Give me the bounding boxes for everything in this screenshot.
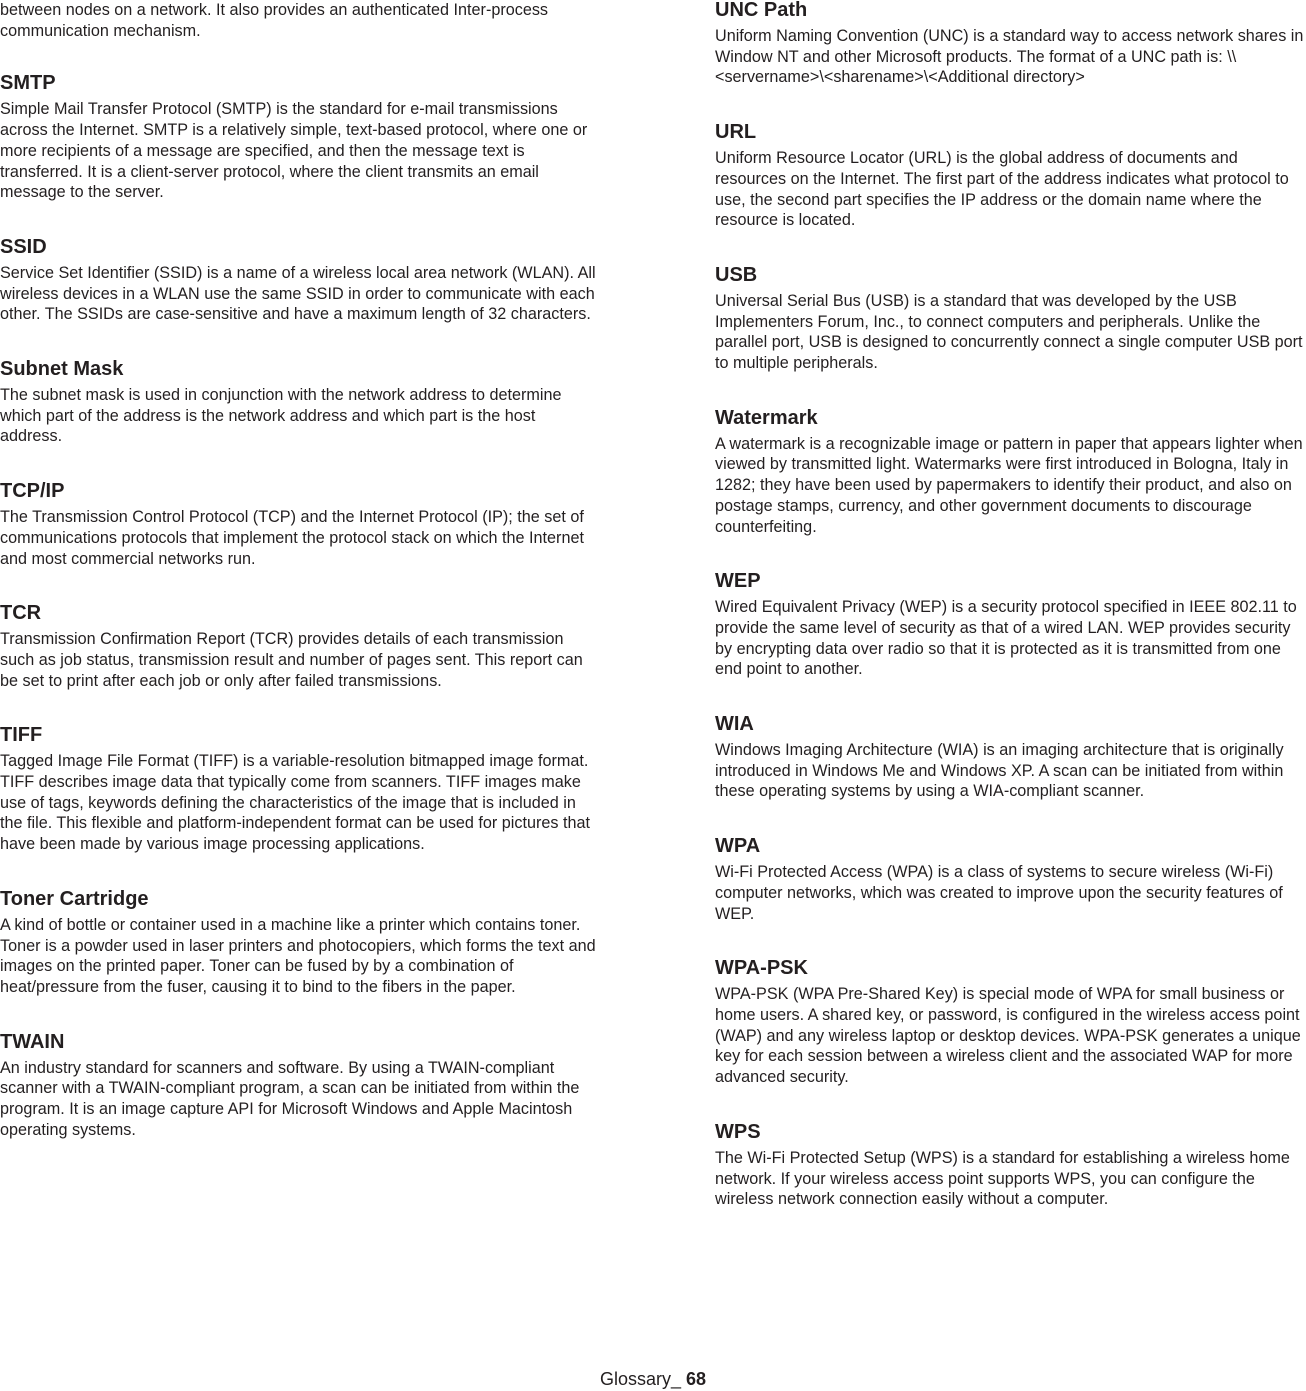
glossary-entry-tcr xyxy=(0,601,598,691)
glossary-definition: The Transmission Control Protocol (TCP) and the Internet Protocol (IP); the set of communications protocols that implement the protocol stack on which the Internet and most commercial networks run. xyxy=(0,508,584,568)
glossary-term: USB xyxy=(715,263,758,286)
intro-paragraph: between nodes on a network. It also provides an authenticated Inter-process communication mechanism. xyxy=(0,1,549,40)
glossary-entry-tiff xyxy=(0,723,598,855)
glossary-definition: An industry standard for scanners and software. By using a TWAIN-compliant scanner with a TWAIN-compliant program, a scan can be initiated from within the program. It is an image capture API for Microsoft Windows and Apple Macintosh operating systems. xyxy=(0,1058,580,1139)
glossary-definition: Uniform Resource Locator (URL) is the global address of documents and resources on the Internet. The first part of the address indicates what protocol to use, the second part specifies the IP address or the domain name where the resource is located. xyxy=(715,149,1289,230)
glossary-term: WEP xyxy=(715,570,761,593)
glossary-term: Watermark xyxy=(715,406,818,429)
glossary-term: WPS xyxy=(715,1120,761,1143)
glossary-entry-twain xyxy=(0,1030,598,1141)
glossary-definition: Universal Serial Bus (USB) is a standard that was developed by the USB Implementers Forum, Inc., to connect computers and peripherals. Unlike the parallel port, USB is designed to concurrently connect a single computer USB port to multiple peripherals. xyxy=(715,291,1303,373)
glossary-definition: The Wi-Fi Protected Setup (WPS) is a standard for establishing a wireless home network. If your wireless access point supports WPS, you can configure the wireless network connection easily without a computer. xyxy=(715,1148,1290,1209)
glossary-definition: Wi-Fi Protected Access (WPA) is a class of systems to secure wireless (Wi-Fi) computer networks, which was created to improve upon the security features of WEP. xyxy=(715,863,1283,923)
right-column xyxy=(715,0,1306,1242)
glossary-definition: A kind of bottle or container used in a machine like a printer which contains toner. Toner is a powder used in laser printers and photocopiers, which forms the text and images on the printed paper. Toner can be fused by by a combination of heat/pressure from the fuser, causing it to bind to the fibers in the paper. xyxy=(0,915,596,996)
glossary-definition: A watermark is a recognizable image or pattern in paper that appears lighter when viewed by transmitted light. Watermarks were first introduced in Bologna, Italy in 1282; they have been used by papermakers to identify their product, and also on postage stamps, currency, and other government documents to discourage counterfeiting. xyxy=(715,434,1303,536)
glossary-term: WPA-PSK xyxy=(715,957,808,980)
glossary-term: Toner Cartridge xyxy=(0,887,149,910)
glossary-entry-unc-path xyxy=(715,0,1306,88)
glossary-definition: Tagged Image File Format (TIFF) is a variable-resolution bitmapped image format. TIFF describes image data that typically come from scanners. TIFF images make use of tags, keywords defining the characteristics of the image that is included in the file. This flexible and platform-independent format can be used for pictures that have been made by various image processing applications. xyxy=(0,752,590,854)
glossary-entry-wia xyxy=(715,712,1306,802)
glossary-definition: Transmission Confirmation Report (TCR) provides details of each transmission such as job status, transmission result and number of pages sent. This report can be set to print after each job or only after failed transmissions. xyxy=(0,630,583,690)
page-footer xyxy=(0,1368,1306,1390)
glossary-term: URL xyxy=(715,121,757,144)
glossary-definition: WPA-PSK (WPA Pre-Shared Key) is special mode of WPA for small business or home users. A shared key, or password, is configured in the wireless access point (WAP) and any wireless laptop or desktop devices. WPA-PSK generates a unique key for each session between a wireless client and the associated WAP for more advanced security. xyxy=(715,985,1301,1087)
left-column xyxy=(0,0,598,1173)
glossary-term: TCR xyxy=(0,602,42,625)
glossary-entry-wep xyxy=(715,569,1306,680)
glossary-term: WIA xyxy=(715,713,754,736)
glossary-entry-usb xyxy=(715,263,1306,374)
glossary-term: Subnet Mask xyxy=(0,358,124,381)
glossary-term: SSID xyxy=(0,235,47,258)
glossary-term: WPA xyxy=(715,835,761,858)
page-number: 68 xyxy=(686,1369,707,1389)
glossary-term: UNC Path xyxy=(715,0,808,21)
glossary-entry-wps xyxy=(715,1120,1306,1210)
footer-section-label: Glossary_ xyxy=(599,1369,681,1389)
glossary-definition: Wired Equivalent Privacy (WEP) is a security protocol specified in IEEE 802.11 to provide the same level of security as that of a wired LAN. WEP provides security by encrypting data over radio so that it is protected as it is transmitted from one end point to another. xyxy=(715,598,1297,679)
glossary-entry-subnet-mask xyxy=(0,357,598,447)
glossary-definition: The subnet mask is used in conjunction with the network address to determine which part of the address is the network address and which part is the host address. xyxy=(0,386,562,446)
glossary-definition: Simple Mail Transfer Protocol (SMTP) is the standard for e-mail transmissions across the Internet. SMTP is a relatively simple, text-based protocol, where one or more recipients of a message are specified, and then the message text is transferred. It is a client-server protocol, where the client transmits an email message to the server. xyxy=(0,100,588,202)
glossary-term: TCP/IP xyxy=(0,480,65,503)
glossary-definition: Windows Imaging Architecture (WIA) is an imaging architecture that is originally introduced in Windows Me and Windows XP. A scan can be initiated from within these operating systems by using a WIA-compliant scanner. xyxy=(715,741,1284,801)
glossary-entry-url xyxy=(715,120,1306,231)
glossary-definition: Service Set Identifier (SSID) is a name of a wireless local area network (WLAN). All wireless devices in a WLAN use the same SSID in order to communicate with each other. The SSIDs are case-sensitive and have a maximum length of 32 characters. xyxy=(0,263,596,324)
glossary-entry-wpa xyxy=(715,834,1306,924)
glossary-term: TWAIN xyxy=(0,1030,65,1053)
glossary-entry-toner-cartridge xyxy=(0,887,598,998)
glossary-definition: Uniform Naming Convention (UNC) is a standard way to access network shares in Window NT and other Microsoft products. The format of a UNC path is: \\<servername>\<sharename>\<Additional directory> xyxy=(715,27,1304,87)
glossary-entry-smtp xyxy=(0,71,598,203)
glossary-entry-wpa-psk xyxy=(715,956,1306,1088)
glossary-entry-watermark xyxy=(715,406,1306,538)
glossary-entry-ssid xyxy=(0,235,598,325)
glossary-term: SMTP xyxy=(0,72,56,95)
glossary-term: TIFF xyxy=(0,724,43,747)
glossary-entry-tcp-ip xyxy=(0,479,598,569)
